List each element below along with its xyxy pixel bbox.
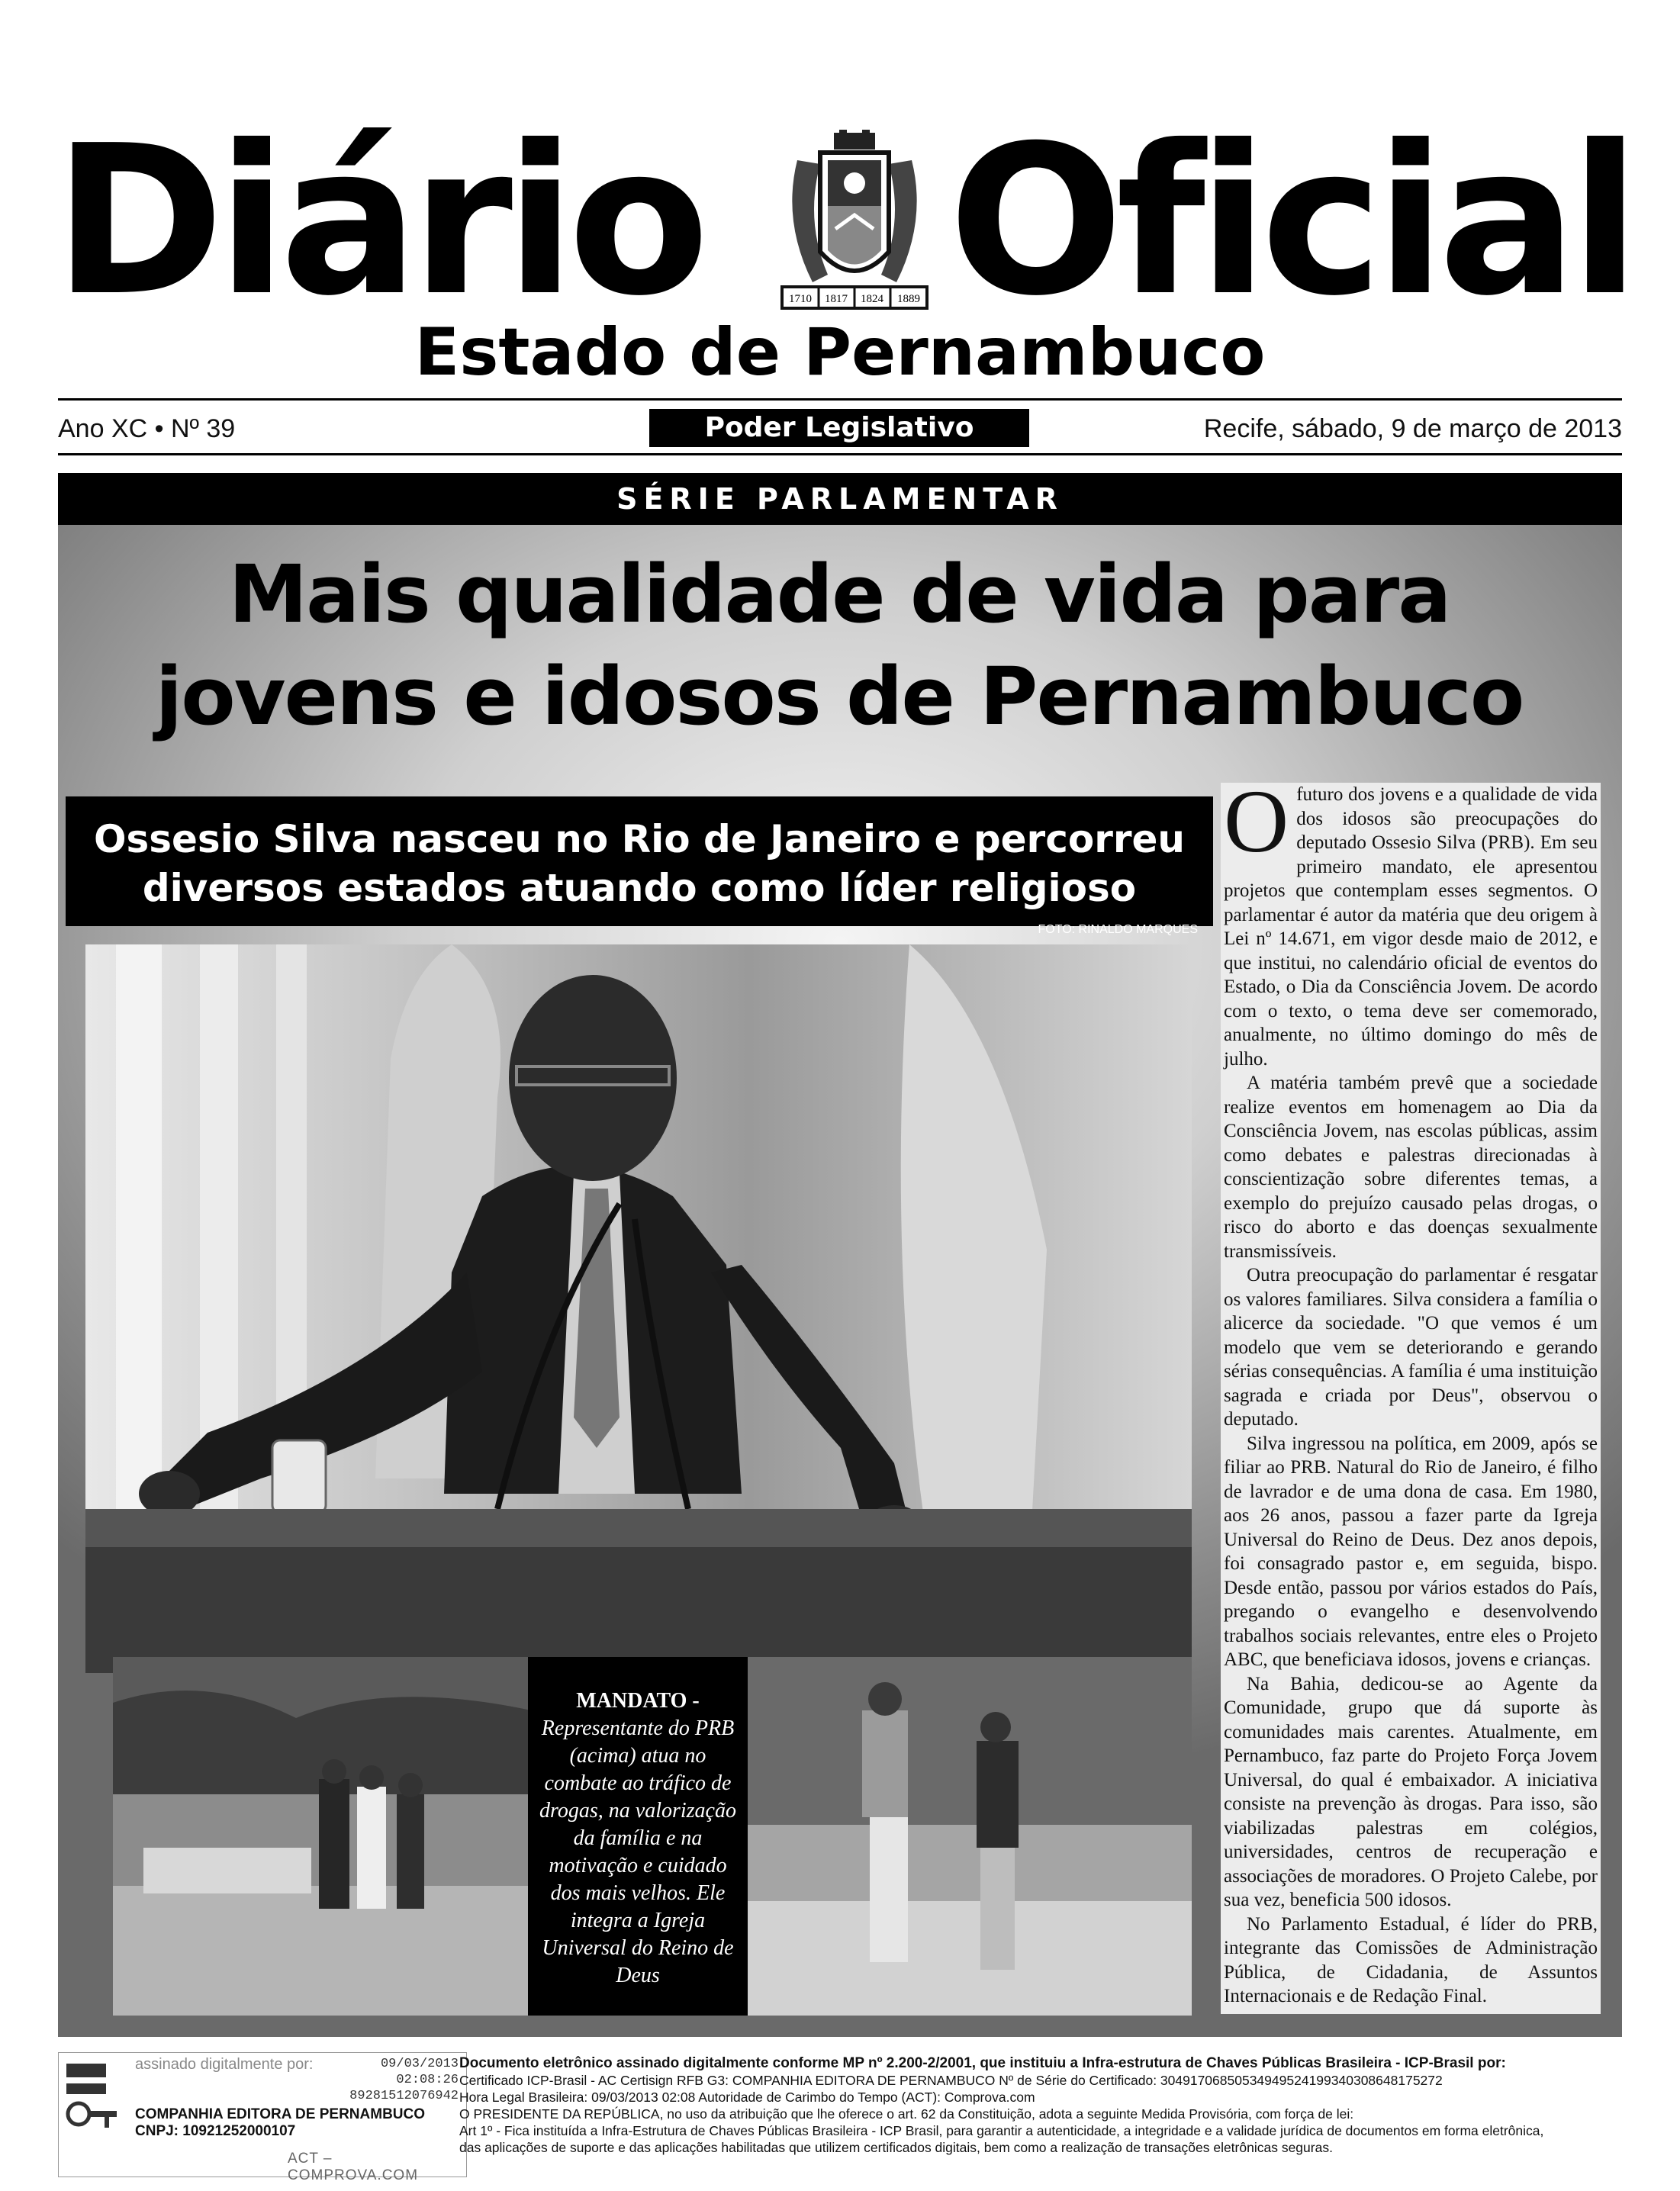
- masthead-subtitle: Estado de Pernambuco: [414, 314, 1266, 391]
- crest-year-2: 1817: [825, 293, 848, 305]
- crest-year-4: 1889: [897, 293, 920, 305]
- deck-line-2: diversos estados atuando como líder religioso: [142, 866, 1137, 910]
- crest-year-1: 1710: [789, 293, 812, 305]
- photo-credit: FOTO: RINALDO MARQUES: [1038, 923, 1198, 936]
- article-paragraph-3: Outra preocupação do parlamentar é resgatar os valores familiares. Silva considera a família o alicerce da sociedade. "O que vemos é um modelo que vem se deteriorando e gerando sérias consequências. A família é uma instituição sagrada e criada por Deus", observou o deputado.: [1224, 1265, 1598, 1430]
- article-body: [1221, 771, 1601, 2014]
- masthead-title-right: Oficial: [948, 101, 1633, 341]
- article-paragraph-5: Na Bahia, dedicou-se ao Agente da Comunidade, grupo que dá suporte às comunidades mais carentes. Atualmente, em Pernambuco, faz parte do Projeto Força Jovem Universal, do qual é embaixador. A iniciativa consiste na prevenção às drogas. Para isso, são viabilizadas palestras em colégios, universidades, centros de recuperação e associações de moradores. O Projeto Calebe, por sua vez, beneficia 500 idosos.: [1224, 1673, 1598, 1910]
- dateline: Recife, sábado, 9 de março de 2013: [1203, 414, 1622, 443]
- caption-head: MANDATO -: [576, 1689, 700, 1713]
- cert-line-3: O PRESIDENTE DA REPÚBLICA, no uso da atribuição que lhe oferece o art. 62 da Constituição, adota a seguinte Medida Provisória, com força de lei:: [459, 2106, 1354, 2122]
- article-paragraph-6: No Parlamento Estadual, é líder do PRB, integrante das Comissões de Administração Pública, de Cidadania, de Assuntos Internacionais e de Redação Final.: [1224, 1913, 1598, 2006]
- stamp-cnpj: CNPJ: 10921252000107: [135, 2123, 296, 2139]
- headline: [92, 543, 1587, 748]
- photo-young-people: [113, 1657, 531, 2016]
- article-paragraph-4: Silva ingressou na política, em 2009, após se filiar ao PRB. Natural do Rio de Janeiro, é filho de lavrador e de uma dona de casa. Em 1980, aos 26 anos, passou a fazer parte da Igreja Universal do Reino de Deus. Dez anos depois, foi consagrado pastor e, em seguida, bispo. Desde então, passou por vários estados do País, pregando o evangelho e desenvolvendo trabalhos sociais relevantes, entre eles o Projeto ABC, que beneficiava idosos, jovens e crianças.: [1224, 1433, 1598, 1670]
- crest-year-3: 1824: [861, 293, 883, 305]
- article-paragraph-1: Ofuturo dos jovens e a qualidade de vida dos idosos são preocupações do deputado Ossesio Silva (PRB). Em seu primeiro mandato, ele apresentou projetos que contemplam esses segmentos. O parlamentar é autor da matéria que deu origem à Lei nº 14.671, em vigor desde maio de 2012, e que institui, no calendário oficial de eventos do Estado, o Dia da Consciência Jovem. De acordo com o texto, o tema deve ser comemorado, anualmente, no último domingo do mês de julho.: [1224, 771, 1598, 1070]
- photo-caption: [528, 1657, 748, 2016]
- section-label: Poder Legislativo: [649, 409, 1029, 447]
- photo-elderly-couple: [748, 1657, 1192, 2016]
- stamp-label: assinado digitalmente por:: [135, 2056, 314, 2073]
- cert-line-1: Certificado ICP-Brasil - AC Certisign RFB G3: COMPANHIA EDITORA DE PERNAMBUCO Nº de Série do Certificado: 30491706850534949524199340308648175272: [459, 2073, 1443, 2088]
- cert-line-4: Art 1º - Fica instituída a Infra-Estrutura de Chaves Públicas Brasileira - ICP Brasil, para garantir a autenticidade, a integridade e a validade jurídica de documentos em forma eletrônica,: [459, 2123, 1544, 2138]
- digital-signature-stamp: [58, 2052, 467, 2183]
- issue-number: Ano XC • Nº 39: [58, 414, 236, 443]
- stamp-act: ACT – COMPROVA.COM: [288, 2151, 419, 2183]
- bottom-rule: [58, 453, 1622, 455]
- main-photo-illustration: [85, 944, 1192, 1673]
- drop-cap: O: [1224, 771, 1289, 871]
- certificate-notice: [459, 2055, 1619, 2156]
- cert-line-2: Hora Legal Brasileira: 09/03/2013 02:08 Autoridade de Carimbo do Tempo (ACT): Comprova.com: [459, 2090, 1035, 2105]
- state-coat-of-arms: [767, 130, 942, 320]
- young-people-illustration: [113, 1657, 531, 2016]
- top-rule: [58, 398, 1622, 401]
- main-photo-deputy-at-podium: [85, 944, 1192, 1673]
- icp-brasil-logo-icon: [62, 2057, 123, 2141]
- cert-line-5: das aplicações de suporte e das aplicações habilitadas que utilizem certificados digitais, bem como a realização de transações eletrônicas seguras.: [459, 2140, 1333, 2155]
- stamp-timestamp: 09/03/2013 02:08:26 89281512076942: [349, 2057, 459, 2103]
- headline-line-2: jovens e idosos de Pernambuco: [155, 650, 1524, 743]
- article-paragraph-2: A matéria também prevê que a sociedade realize eventos em homenagem ao Dia da Consciência Jovem, nas escolas públicas, assim como debates e palestras direcionadas à conscientização sobre diferentes temas, a exemplo do prejuízo causado pelas drogas, o risco do aborto e das doenças sexualmente transmissíveis.: [1224, 1073, 1598, 1262]
- masthead-title-left: Diário: [53, 101, 703, 341]
- caption-body: Representante do PRB (acima) atua no combate ao tráfico de drogas, na valorização da família e na motivação e cuidado dos mais velhos. Ele integra a Igreja Universal do Reino de Deus: [539, 1716, 736, 1987]
- series-banner: SÉRIE PARLAMENTAR: [58, 473, 1622, 525]
- stamp-company: COMPANHIA EDITORA DE PERNAMBUCO: [135, 2106, 426, 2122]
- headline-line-1: Mais qualidade de vida para: [228, 548, 1450, 641]
- masthead: [53, 101, 1633, 341]
- deck-box: [66, 796, 1213, 926]
- elderly-couple-illustration: [748, 1657, 1192, 2016]
- deck-line-1: Ossesio Silva nasceu no Rio de Janeiro e percorreu: [93, 817, 1186, 861]
- cert-title: Documento eletrônico assinado digitalmente conforme MP nº 2.200-2/2001, que instituiu a Infra-estrutura de Chaves Públicas Brasileira - ICP-Brasil por:: [459, 2055, 1506, 2071]
